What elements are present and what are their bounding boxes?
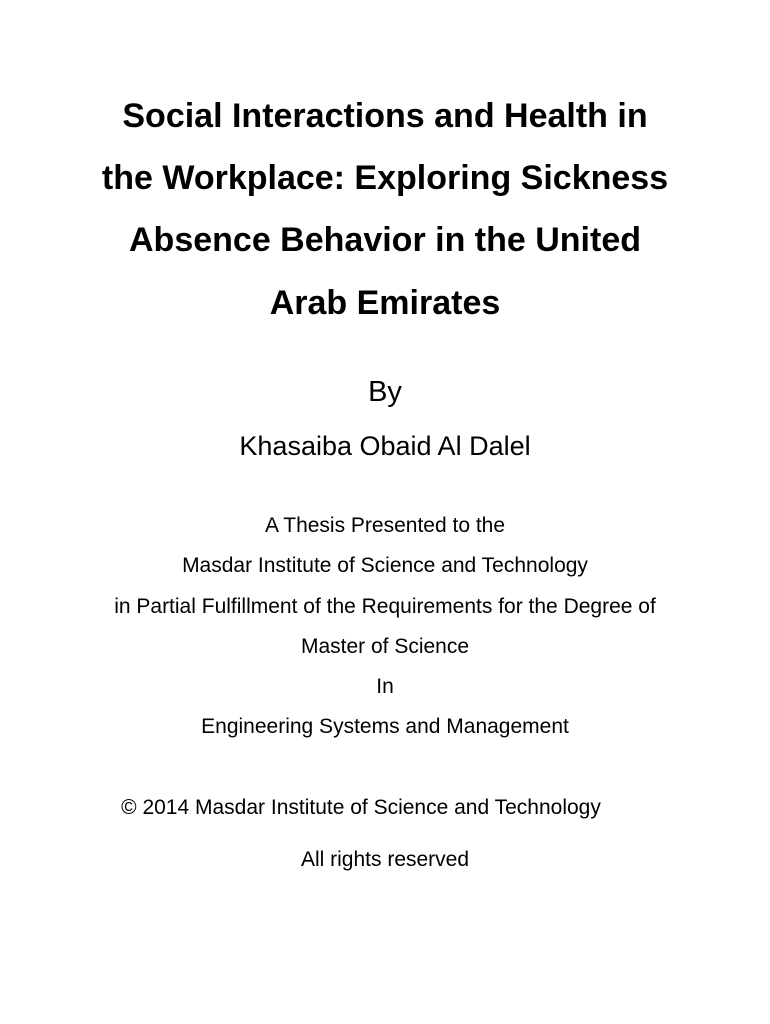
by-label: By <box>368 376 402 408</box>
title-line-1: Social Interactions and Health in <box>122 97 648 135</box>
degree-name: Master of Science <box>300 635 470 658</box>
program-name: Engineering Systems and Management <box>201 715 569 738</box>
thesis-statement-line-3: in Partial Fulfillment of the Requirements for the Degree of <box>114 595 656 618</box>
thesis-statement-line-1: A Thesis Presented to the <box>264 514 506 537</box>
title-line-4: Arab Emirates <box>269 284 501 322</box>
title-line-2: the Workplace: Exploring Sickness <box>101 159 669 197</box>
rights-reserved: All rights reserved <box>300 848 470 871</box>
thesis-statement-line-2: Masdar Institute of Science and Technology <box>182 554 588 577</box>
copyright-notice: © 2014 Masdar Institute of Science and Technology <box>121 796 601 819</box>
in-label: In <box>376 675 394 698</box>
title-line-3: Absence Behavior in the United <box>129 221 641 259</box>
author-name: Khasaiba Obaid Al Dalel <box>239 431 531 461</box>
